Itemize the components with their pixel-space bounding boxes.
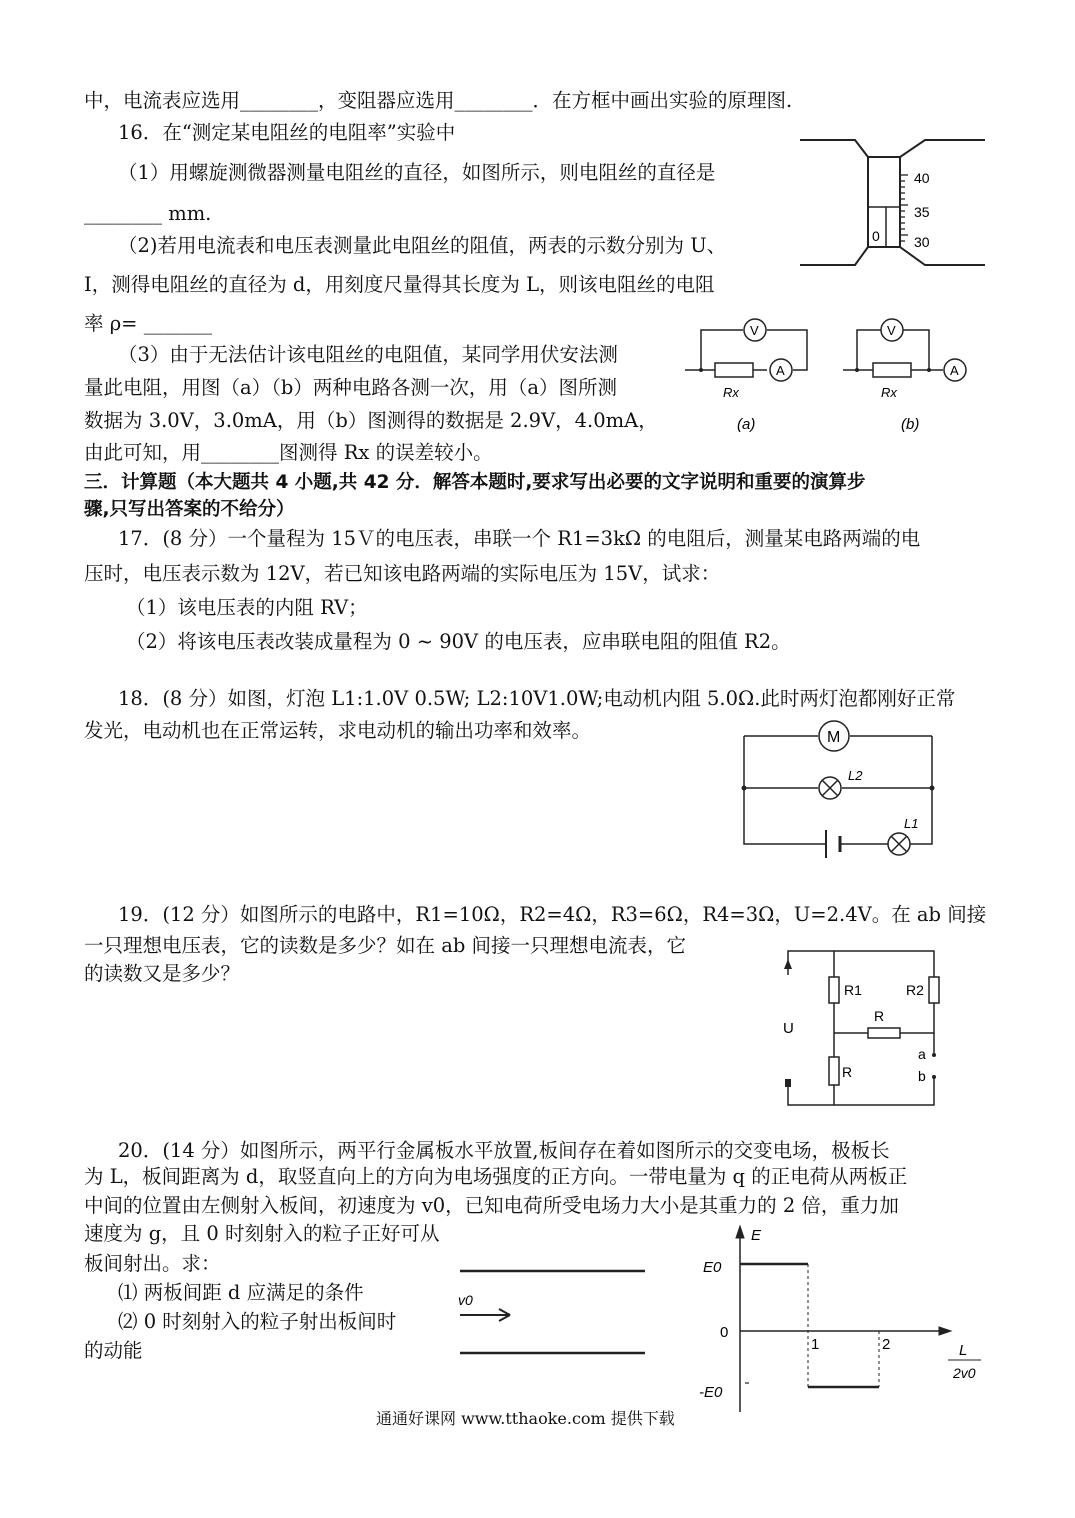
q16-p3-line3: 数据为 3.0V，3.0mA，用（b）图测得的数据是 2.9V，4.0mA，: [84, 409, 658, 432]
q19-r-mid-label: R: [874, 1008, 885, 1024]
circuit-b: [843, 315, 973, 435]
q16-p3-line2: 量此电阻，用图（a）（b）两种电路各测一次，用（a）图所测: [84, 376, 617, 399]
q20-e-axis-label: E: [751, 1227, 762, 1244]
q20-line1: 20．(14 分）如图所示，两平行金属板水平放置,板间存在着如图所示的交变电场，极板长: [118, 1139, 890, 1162]
q16-p3-line4: 由此可知，用________图测得 Rx 的误差较小。: [84, 441, 493, 464]
q19-a-label: a: [918, 1046, 926, 1062]
circuit-a-rx: Rx: [723, 385, 739, 400]
q18-l2-label: L2: [848, 768, 863, 783]
circuit-b-caption: (b): [901, 416, 920, 433]
q20-plates: [455, 1265, 650, 1360]
q19-r2-label: R2: [906, 982, 924, 998]
q20-tick-2: 2: [882, 1336, 891, 1353]
q20-line7: ⑵ 0 时刻射入的粒子射出板间时: [118, 1310, 397, 1333]
circuit-a: [685, 315, 815, 435]
q18-line1: 18．(8 分）如图，灯泡 L1:1.0V 0.5W; L2:10V1.0W;电动机内阻 5.0Ω.此时两灯泡都刚好正常: [118, 687, 956, 710]
q20-neg-e0-label: -E0: [699, 1384, 723, 1401]
q20-line4: 速度为 g，且 0 时刻射入的粒子正好可从: [84, 1222, 440, 1245]
footer: 通通好课网 www.tthaoke.com 提供下载: [376, 1409, 675, 1428]
q19-b-label: b: [918, 1068, 926, 1084]
q16-p2-line3: 率 ρ= _______: [84, 312, 212, 335]
q17-line2: 压时，电压表示数为 12V，若已知该电路两端的实际电压为 15V，试求：: [84, 562, 721, 585]
q19-line2: 一只理想电压表，它的读数是多少？如在 ab 间接一只理想电流表，它: [84, 934, 687, 957]
q18-l1-label: L1: [904, 816, 919, 831]
q17-line3: （1）该电压表的内阻 RV；: [126, 596, 368, 619]
q17-line1: 17．(8 分）一个量程为 15Ｖ的电压表，串联一个 R1=3kΩ 的电阻后，测量某电路两端的电: [118, 527, 921, 550]
q19-r1-label: R1: [844, 982, 862, 998]
circuit-b-voltmeter: V: [887, 323, 896, 338]
q20-e-graph: [695, 1222, 990, 1417]
q19-circuit: [778, 945, 948, 1110]
q20-line3: 中间的位置由左侧射入板间，初速度为 v0，已知电荷所受电场力大小是其重力的 2 倍，重力加: [84, 1194, 899, 1217]
q18-motor-label: M: [827, 729, 841, 746]
q19-line3: 的读数又是多少？: [84, 962, 241, 985]
q20-e0-label: E0: [703, 1259, 722, 1276]
q18-line2: 发光，电动机也在正常运转，求电动机的输出功率和效率。: [84, 719, 592, 742]
q20-zero-label: 0: [720, 1324, 729, 1341]
circuit-b-rx: Rx: [881, 385, 897, 400]
micrometer-zero: 0: [872, 228, 880, 244]
q20-x-denominator: 2v0: [953, 1365, 976, 1381]
circuit-a-voltmeter: V: [750, 323, 759, 338]
q15-tail: 中，电流表应选用________，变阻器应选用________．在方框中画出实验的原理图.: [84, 89, 793, 112]
micrometer-tick-40: 40: [914, 170, 930, 186]
q20-line8: 的动能: [84, 1339, 143, 1362]
q20-tick-1: 1: [811, 1336, 820, 1353]
micrometer-figure: [800, 135, 985, 270]
q20-line6: ⑴ 两板间距 d 应满足的条件: [118, 1281, 364, 1304]
q20-v0-label: v0: [458, 1292, 473, 1308]
q18-circuit: [742, 722, 937, 857]
q20-line2: 为 L，板间距离为 d，取竖直向上的方向为电场强度的正方向。一带电量为 q 的正电荷从两板正: [84, 1165, 908, 1188]
q16-p1-line2: ________ mm.: [84, 202, 212, 225]
q16-p2-line1: （2)若用电流表和电压表测量此电阻丝的阻值，两表的示数分别为 U、: [118, 234, 727, 257]
micrometer-tick-35: 35: [914, 204, 930, 220]
q16-p2-line2: I，测得电阻丝的直径为 d，用刻度尺量得其长度为 L，则该电阻丝的电阻: [84, 273, 715, 296]
q19-u-label: U: [783, 1020, 794, 1037]
q17-line4: （2）将该电压表改装成量程为 0 ~ 90V 的电压表，应串联电阻的阻值 R2。: [126, 630, 791, 653]
q16-title: 16．在“测定某电阻丝的电阻率”实验中: [118, 121, 456, 144]
q19-r-low-label: R: [842, 1064, 853, 1080]
q19-line1: 19．(12 分）如图所示的电路中，R1=10Ω，R2=4Ω，R3=6Ω，R4=3Ω，U=2.4V。在 ab 间接: [118, 903, 987, 926]
q16-p3-line1: （3）由于无法估计该电阻丝的电阻值，某同学用伏安法测: [118, 343, 618, 366]
section3-heading-line1: 三．计算题（本大题共 4 小题,共 42 分．解答本题时,要求写出必要的文字说明和重要的演算步: [84, 472, 866, 493]
q20-x-numerator: L: [959, 1342, 968, 1359]
q20-line5: 板间射出。求：: [84, 1252, 221, 1275]
section3-heading-line2: 骤,只写出答案的不给分）: [84, 499, 295, 520]
q16-p1-line1: （1）用螺旋测微器测量电阻丝的直径，如图所示，则电阻丝的直径是: [118, 161, 716, 184]
micrometer-tick-30: 30: [914, 234, 930, 250]
circuit-a-caption: (a): [737, 416, 756, 433]
circuit-b-ammeter: A: [950, 363, 959, 378]
circuit-a-ammeter: A: [776, 363, 785, 378]
